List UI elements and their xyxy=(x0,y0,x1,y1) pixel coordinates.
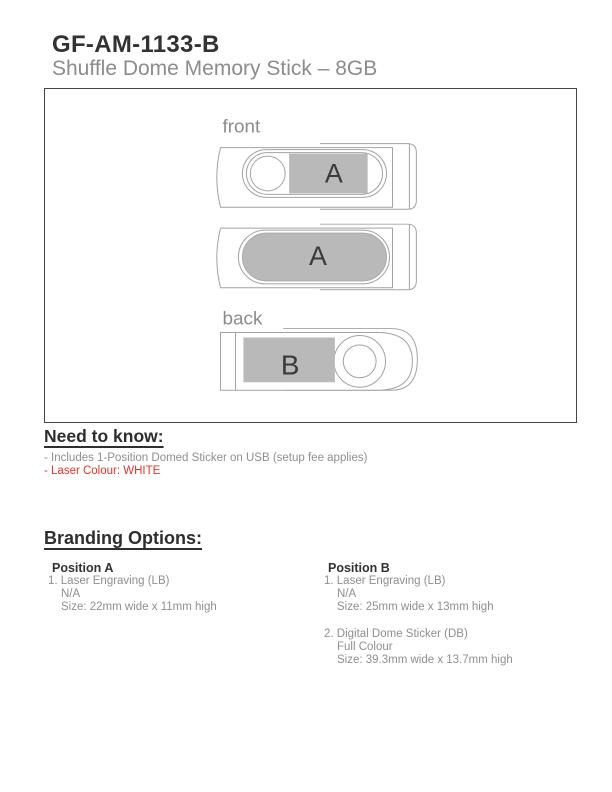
position-b-title: Position B xyxy=(328,561,390,575)
position-b-option-1 xyxy=(324,575,596,614)
need-to-know-heading: Need to know: xyxy=(44,426,164,446)
usb-front-print-view xyxy=(217,144,417,210)
option-name: 1. Laser Engraving (LB) xyxy=(324,575,446,587)
option-size: Size: 39.3mm wide x 13.7mm high xyxy=(337,654,513,666)
position-b-option-2 xyxy=(324,628,596,667)
position-b-marker: B xyxy=(280,349,300,381)
position-a-option-1 xyxy=(48,575,310,614)
need-to-know-note-laser-colour: - Laser Colour: WHITE xyxy=(44,465,161,477)
back-view-label: back xyxy=(222,308,263,330)
dome-a-marker: A xyxy=(309,240,327,271)
position-b-column xyxy=(324,561,596,667)
need-to-know-note-sticker: - Includes 1-Position Domed Sticker on USB (setup fee applies) xyxy=(44,452,368,464)
product-code: GF-AM-1133-B xyxy=(52,31,220,58)
position-a-marker: A xyxy=(324,158,343,189)
option-detail: N/A xyxy=(61,588,81,600)
position-a-title: Position A xyxy=(52,561,114,575)
product-diagram-box xyxy=(44,88,577,423)
option-size: Size: 25mm wide x 13mm high xyxy=(337,601,494,613)
pivot-circle xyxy=(343,345,376,378)
pivot-circle xyxy=(250,156,285,191)
usb-front-dome-view xyxy=(217,224,417,290)
option-detail: Full Colour xyxy=(337,641,393,653)
option-name: 2. Digital Dome Sticker (DB) xyxy=(324,628,468,640)
option-size: Size: 22mm wide x 11mm high xyxy=(61,601,217,613)
option-detail: N/A xyxy=(337,588,357,600)
option-name: 1. Laser Engraving (LB) xyxy=(48,575,170,587)
position-a-column xyxy=(48,561,310,614)
front-view-label: front xyxy=(222,116,261,138)
usb-stick-diagram xyxy=(45,89,576,422)
branding-options-heading: Branding Options: xyxy=(44,528,202,548)
product-name: Shuffle Dome Memory Stick – 8GB xyxy=(52,57,378,80)
usb-back-view xyxy=(221,329,418,391)
